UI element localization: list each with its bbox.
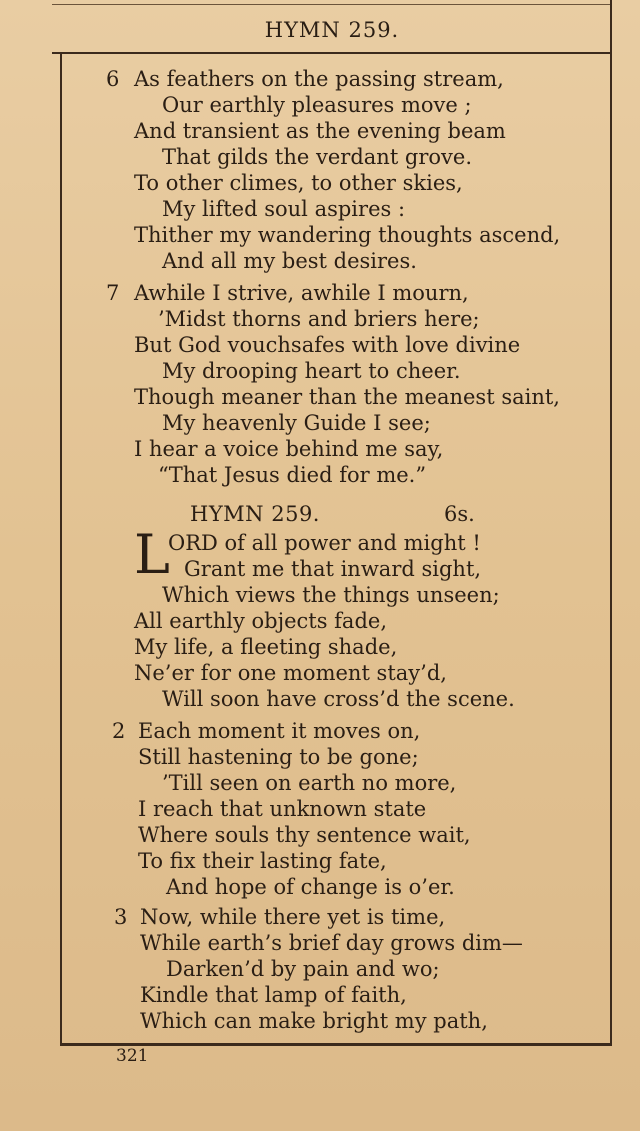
verse-line: ORD of all power and might !: [168, 531, 481, 555]
verse-line: Darken’d by pain and wo;: [166, 957, 440, 981]
verse-number: 6: [106, 67, 120, 91]
verse-line: Now, while there yet is time,: [140, 905, 446, 929]
verse-line: And hope of change is o’er.: [166, 875, 455, 899]
running-header: HYMN 259.: [264, 18, 400, 42]
verse-line: Kindle that lamp of faith,: [140, 983, 407, 1007]
verse-line: My heavenly Guide I see;: [162, 411, 431, 435]
verse-line: My life, a fleeting shade,: [134, 635, 398, 659]
verse-line: Will soon have cross’d the scene.: [162, 687, 515, 711]
verse-line: ’Midst thorns and briers here;: [158, 307, 480, 331]
verse-line: ’Till seen on earth no more,: [162, 771, 457, 795]
verse-line: While earth’s brief day grows dim—: [140, 931, 523, 955]
verse-line: Each moment it moves on,: [138, 719, 421, 743]
hymn-meter: 6s.: [444, 502, 475, 526]
hymn-title: HYMN 259.: [190, 502, 320, 526]
drop-cap: L: [134, 523, 170, 586]
verse-line: Grant me that inward sight,: [184, 557, 482, 581]
verse-line: That gilds the verdant grove.: [162, 145, 473, 169]
verse-line: All earthly objects fade,: [134, 609, 387, 633]
verse-line: “That Jesus died for me.”: [158, 463, 427, 487]
verse-line: Which can make bright my path,: [140, 1009, 488, 1033]
frame-right-rule: [610, 0, 612, 1044]
verse-line: Our earthly pleasures move ;: [162, 93, 472, 117]
page-number: 321: [116, 1046, 149, 1066]
verse-line: To fix their lasting fate,: [138, 849, 387, 873]
verse-line: Which views the things unseen;: [162, 583, 500, 607]
verse-line: And transient as the evening beam: [134, 119, 506, 143]
verse-number: 2: [112, 719, 126, 743]
verse-line: And all my best desires.: [162, 249, 417, 273]
verse-line: As feathers on the passing stream,: [134, 67, 504, 91]
verse-line: Though meaner than the meanest saint,: [134, 385, 560, 409]
verse-line: Where souls thy sentence wait,: [138, 823, 471, 847]
top-rule: [52, 4, 612, 5]
verse-number: 3: [114, 905, 128, 929]
verse-line: To other climes, to other skies,: [134, 171, 463, 195]
verse-number: 7: [106, 281, 120, 305]
header-rule: [52, 52, 612, 54]
verse-line: I reach that unknown state: [138, 797, 427, 821]
verse-line: I hear a voice behind me say,: [134, 437, 444, 461]
verse-line: Still hastening to be gone;: [138, 745, 419, 769]
verse-line: My drooping heart to cheer.: [162, 359, 461, 383]
verse-line: Ne’er for one moment stay’d,: [134, 661, 447, 685]
verse-line: My lifted soul aspires :: [162, 197, 406, 221]
verse-line: Awhile I strive, awhile I mourn,: [134, 281, 469, 305]
frame-left-rule: [60, 54, 62, 1044]
verse-line: But God vouchsafes with love divine: [134, 333, 521, 357]
verse-line: Thither my wandering thoughts ascend,: [134, 223, 561, 247]
